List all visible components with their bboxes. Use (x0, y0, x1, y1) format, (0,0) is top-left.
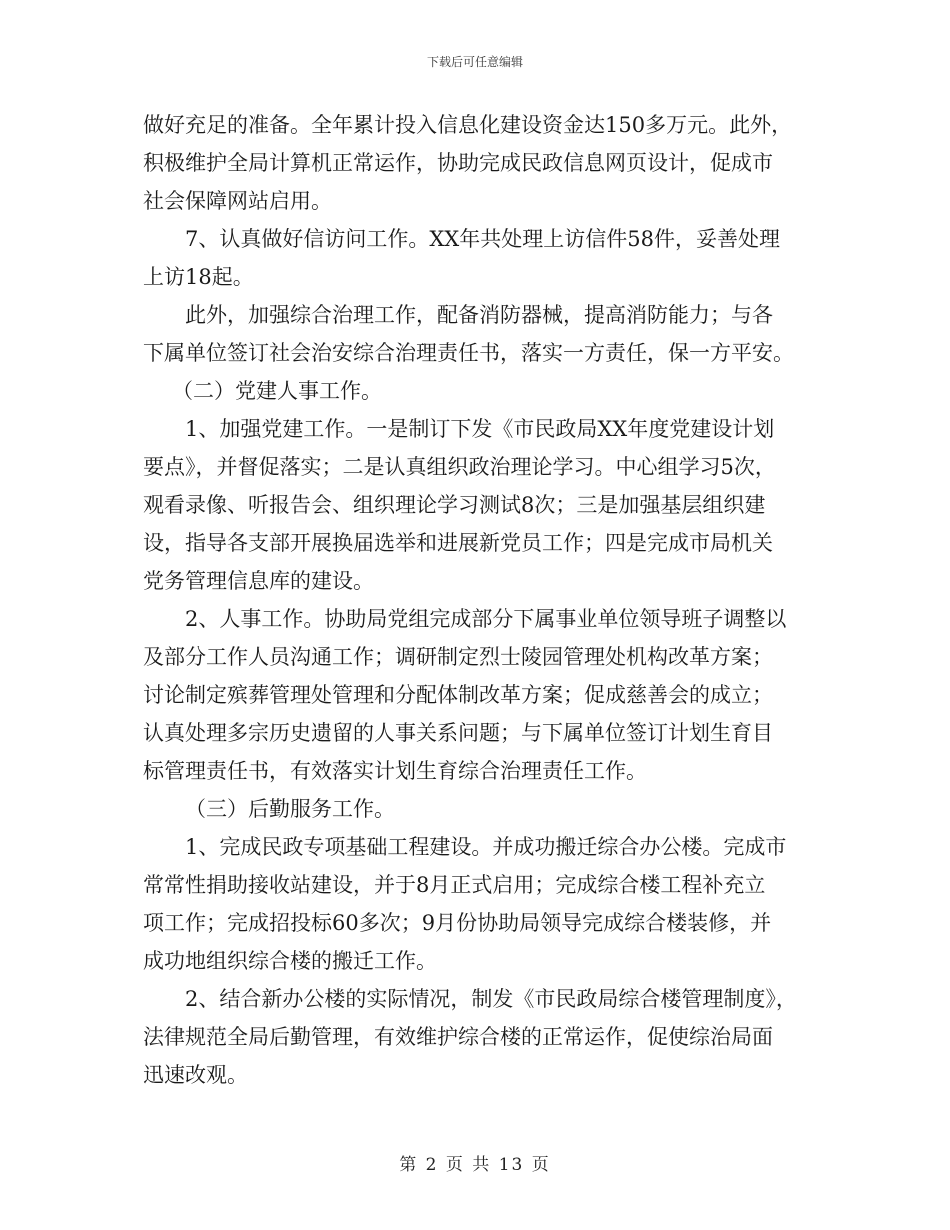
text-line: 2、人事工作。协助局党组完成部分下属事业单位领导班子调整以 (185, 607, 787, 631)
text-line: 法律规范全局后勤管理，有效维护综合楼的正常运作，促使综治局面 (143, 1025, 773, 1049)
text-line: 观看录像、听报告会、组织理论学习测试8次；三是加强基层组织建 (143, 493, 766, 517)
page-number-footer: 第 2 页 共 13 页 (399, 1155, 551, 1175)
text-line: 设，指导各支部开展换届选举和进展新党员工作；四是完成市局机关 (143, 531, 773, 555)
text-line: 认真处理多宗历史遗留的人事关系问题；与下属单位签订计划生育目 (143, 721, 773, 745)
text-line: 积极维护全局计算机正常运作，协助完成民政信息网页设计，促成市 (143, 151, 773, 175)
text-line: 1、完成民政专项基础工程建设。并成功搬迁综合办公楼。完成市 (185, 835, 787, 859)
text-line: 下属单位签订社会治安综合治理责任书，落实一方责任，保一方平安。 (143, 341, 794, 365)
text-line: 要点》，并督促落实；二是认真组织政治理论学习。中心组学习5次， (143, 455, 776, 479)
text-line: 此外，加强综合治理工作，配备消防器械，提高消防能力；与各 (185, 303, 773, 327)
text-line: 2、结合新办公楼的实际情况，制发《市民政局综合楼管理制度》， (185, 987, 797, 1011)
text-line: 标管理责任书，有效落实计划生育综合治理责任工作。 (143, 759, 647, 783)
text-line: 上访18起。 (143, 265, 254, 289)
text-line: 社会保障网站启用。 (143, 189, 332, 213)
text-line: 及部分工作人员沟通工作；调研制定烈士陵园管理处机构改革方案； (143, 645, 773, 669)
text-line: 1、加强党建工作。一是制订下发《市民政局XX年度党建设计划 (185, 417, 775, 441)
text-line: 成功地组织综合楼的搬迁工作。 (143, 949, 437, 973)
page-header: 下载后可任意编辑 (426, 55, 523, 69)
text-line: 7、认真做好信访问工作。XX年共处理上访信件58件，妥善处理 (185, 227, 780, 251)
section-heading: （三）后勤服务工作。 (185, 797, 395, 821)
text-line: 常常性捐助接收站建设，并于8月正式启用；完成综合楼工程补充立 (143, 873, 766, 897)
text-line: 党务管理信息库的建设。 (143, 569, 374, 593)
section-heading: （二）党建人事工作。 (172, 379, 382, 403)
text-line: 项工作；完成招投标60多次；9月份协助局领导完成综合楼装修，并 (143, 911, 772, 935)
text-line: 讨论制定殡葬管理处管理和分配体制改革方案；促成慈善会的成立； (143, 683, 773, 707)
text-line: 做好充足的准备。全年累计投入信息化建设资金达150多万元。此外， (143, 113, 793, 137)
text-line: 迅速改观。 (143, 1063, 248, 1087)
